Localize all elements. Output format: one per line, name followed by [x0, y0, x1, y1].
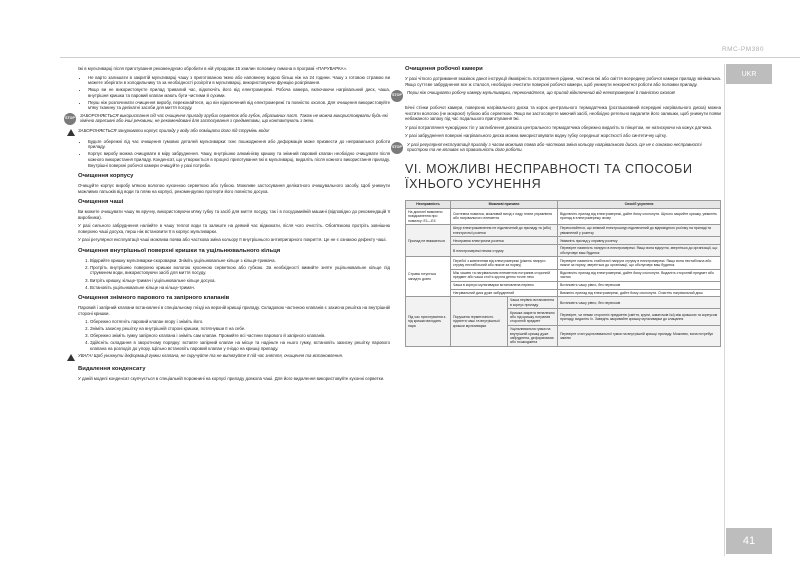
list-item: • Не варто залишати в закритій мультиварці чашу з приготованою їжею або наповнену водою більш ніж на 24 години. Чашу з готовою стравою ви можете зберігати в холодильнику та за необхідності розігріти в мультиварці, використовуючи функцію розігрівання. — [88, 75, 390, 86]
warning-block — [78, 128, 390, 136]
note-text: ЗАБОРОНЯЄТЬСЯ використання під час очищення приладу грубих серветок або губок, абразивних паст. Також не можна використовувати будь-які хімічно агресивні або інші речовини, не рекомендовані для застосування з предметами, що контактують з їжею. — [80, 112, 388, 124]
body-cleaning-text: Очищуйте корпус виробу м'якою вологою кухонною серветкою або губкою. Можливе застосування делікатного очищувального засобу. Щоб уникнути можливих патьоків від води та плям на корпусі, рекомендуємо протерти його повністю досуха. — [78, 183, 390, 194]
list-item: 1. Обережно потягніть паровий клапан вгору і зніміть його. — [90, 319, 390, 325]
intro-paragraph: їжі в мультиварці після приготування рекомендуємо обробити в ній упродовж 15 хвилин половину лимона в програмі «ПАРУВАРКА». — [78, 66, 348, 71]
table-cell: Переконайтеся, що знімний електрошнур підключений до відповідного роз'єму на приладі та увімкнений у розетку — [558, 225, 721, 237]
note-block — [392, 90, 721, 102]
table-cell: Нагрівальний диск дуже забруднений — [451, 289, 558, 297]
table-cell: Ущільнювальна гумка на внутрішній кришці дуже забруднена, деформована або пошкоджена — [508, 326, 558, 347]
warning-block — [78, 353, 390, 361]
table-cell: Встановіть чашу рівно, без перекосів — [558, 297, 721, 309]
table-cell: На дисплеї вимкнено повідомлення про помилку: E1—E4 — [406, 208, 451, 225]
table-row — [406, 237, 721, 245]
valve-text: Паровий і запірний клапани встановлені в спеціальному гнізді на верхній кришці приладу. Складовою частиною клапанів є захисна решітка на внутрішній стороні кришки. — [78, 305, 390, 316]
column-header: Спосіб усунення — [558, 200, 721, 208]
language-tab: UKR — [726, 64, 772, 84]
chamber-text-3: У разі потрапляння чужорідних тіл у заглиблення довкола центрального термодатчика обережно видаліть їх пінцетом, не натискуючи на кожух датчика. — [405, 124, 713, 130]
valve-steps — [78, 319, 390, 351]
bowl-text-2: У разі сильного забруднення наліийте в чашу теплої води та залиште на деякий час відмокати, після чого очистіть. Обов'язково протріть зовнішню поверхню чаші досуха, перш ніж встановити її в корпус мультиварки. — [78, 223, 390, 234]
header-rule — [60, 57, 800, 58]
table-row — [406, 269, 721, 281]
list-item: 2. Протріть внутрішню поверхню кришки вологою кухонною серветкою або губкою. За необхідності вимийте знятe ущільнювальне кільце під струменем води, використовуючи засіб для миття посуду. — [90, 265, 390, 276]
table-cell: Вимкніть прилад від електромережі, дайте йому охолонути. Очистіть нагрівальний диск — [558, 289, 721, 297]
stop-icon: STOP — [391, 90, 403, 102]
warning-icon — [67, 129, 75, 136]
margin-rule — [724, 64, 725, 556]
list-item: 4. Здійсніть складання в зворотному порядку: вставте запірний клапан на місце та надіньте на нього гумку, встановіть захисну решітку парового клапана на розподіл до упору. Щільно встановіть паровий клапан у гніздо на кришці приладу. — [90, 340, 390, 351]
table-cell: Системна помилка, можливий вихід з ладу плати управління або нагрівального елемента — [451, 208, 558, 225]
table-cell: Чаша нерівно встановлена в корпус приладу — [508, 297, 558, 309]
left-column — [65, 66, 390, 385]
table-cell: Чаша в корпусі мультиварки встановлена нерівно — [451, 281, 558, 289]
list-item: 4. Встановіть ущільнювальне кільце на кільце-тримач. — [90, 285, 390, 291]
list-item: • Перш ніж розпочинати очищення виробу, переконайтеся, що він відключений від електромережі та повністю охолов. Для очищення використовуйте м'яку тканину та делікатні засоби для миття посуду. — [88, 100, 390, 111]
list-item: 2. Зніміть захисну решітку на внутрішній стороні кришки, потягнувши її на себе. — [90, 326, 390, 332]
table-cell: Встановіть чашу рівно, без перекосів — [558, 281, 721, 289]
table-row — [406, 257, 721, 269]
section-title: VI. МОЖЛИВІ НЕСПРАВНОСТІ ТА СПОСОБИ ЇХНЬОГО УСУНЕННЯ — [405, 161, 693, 191]
column-header: Можливі причини — [451, 200, 558, 208]
heading-lid-cleaning: Очищення внутрішньої поверхні кришки та ущільнювального кільця — [78, 247, 281, 254]
table-cell: Перевірте наявність стабільної напруги струму в електромережі. Якщо вона нестабільна або нижче за норму, зверніться до організації, що обслуговує ваш будинок — [558, 257, 721, 269]
troubleshooting-table — [405, 200, 721, 347]
table-cell: В електромережі немає струму — [451, 245, 558, 257]
list-item: 3. Витріть кришку, кільце-тримач і ущільнювальне кільце досуха. — [90, 278, 390, 284]
table-row — [406, 245, 721, 257]
table-cell: Перевірте наявність напруги в електромережі. Якщо вона відсутня, зверніться до організації, що обслуговує ваш будинок — [558, 245, 721, 257]
list-item: 3. Обережно зніміть гумку запірного клапана і зніміть сам клапан. Промийте всі частини парового й запірного клапанів. — [90, 333, 390, 339]
bowl-text-3: У разі регулярної експлуатації чаші можлива поява або часткова зміна кольору її внутрішнього антипригарного покриття. Це не є ознакою дефекту чаші. — [78, 237, 387, 243]
list-item: • Якщо ви не використовуєте прилад тривалий час, відключіть його від електромережі. Робоча камера, включаючи нагрівальний диск, чаша, внутрішня кришка та паровий клапан мають бути чистими й сухими. — [88, 87, 390, 98]
note-block — [65, 112, 390, 125]
stop-icon: STOP — [391, 142, 403, 154]
table-cell: Відключіть прилад від електромережі, дайте йому охолонути. Видаліть сторонній предмет або частки — [558, 269, 721, 281]
page-number: 41 — [726, 528, 772, 554]
heading-condensate: Видалення конденсату — [78, 366, 146, 373]
heading-bowl-cleaning: Очищення чаші — [78, 199, 124, 206]
stop-icon: STOP — [64, 113, 76, 125]
table-cell: Страва готується занадто довго — [406, 257, 451, 297]
list-item: • Корпус виробу можна очищувати в міру забруднення. Чашу, внутрішню алюмінієву кришку та знімний паровий клапан необхідно очищувати після кожного використання приладу. Конденсат, що утворюється в процесі приготування їжі в мультиварці, видаліть після кожного використання приладу. Внутрішні поверхні робочої камери очищуйте у разі потреби. — [88, 151, 390, 168]
warning-text: УВАГА! Щоб уникнути деформації гумки клапана, не скручуйте та не витягуйте її під час зняття, очищення та встановлення. — [78, 353, 343, 359]
warning-icon — [67, 354, 75, 361]
table-row — [406, 225, 721, 237]
column-header: Несправність — [406, 200, 451, 208]
table-cell: Перевірте, чи немає сторонніх предметів (сміття, крупи, шматочків їжі) між кришкою та корпусом приладу, видаліть їх. Заведіть закривайте кришку мультиварки до клацання — [558, 309, 721, 326]
heading-body-cleaning: Очищення корпусу — [78, 173, 134, 180]
right-column — [392, 66, 721, 347]
table-cell: Увімкніть прилад у справну розетку — [558, 237, 721, 245]
bullet-list-2 — [78, 139, 390, 168]
table-cell: Перебої з живленням від електромережі (ріжень напруги струму нестабільний або нижче за норму) — [451, 257, 558, 269]
table-cell: Порушена герметичність підняття чаші та внутрішньої кришки мультиварки — [451, 297, 508, 347]
heading-valve-cleaning: Очищення знімного парового та запірного клапанів — [78, 295, 230, 302]
table-cell: Перевірте стан ущільнювальної гумки на внутрішній кришці приладу. Можливо, вона потребує заміни — [558, 326, 721, 347]
chamber-text-4: У разі забруднення поверхні нагрівального диска можна використовувати водну губку середньої жорсткості або синтетичну щітку. — [405, 133, 667, 139]
table-cell: Між чашею та нагрівальним елементом потрапив сторонній предмет або чаша стоїть кругла денно точне несс — [451, 269, 558, 281]
model-label: RMC-PM380 — [721, 46, 764, 53]
note-text: Перш ніж очищувати робочу камеру мультиварки, переконайтеся, що прилад відключений від електромережі й повністю охолов! — [407, 90, 676, 96]
heading-chamber-cleaning: Очищення робочої камери — [405, 66, 483, 72]
table-cell: Шнур електроживлення не підключений до приладу та (або) електричної розетки — [451, 225, 558, 237]
table-cell: Прилад не вмикається — [406, 225, 451, 257]
table-row — [406, 297, 721, 309]
bowl-text-1: Ви можете очищувати чашу як вручну, використовуючи м'яку губку та засіб для миття посуду, так і в посудомийній машині (відповідно до рекомендацій її виробника). — [78, 209, 390, 220]
table-header-row — [406, 200, 721, 208]
bullet-list-1 — [78, 75, 390, 111]
condensate-text: У даній моделі конденсат скупчується в спеціальній порожнині на корпусі приладу довкола чаші. Для його видалення використовуйте кухонні серветки. — [78, 376, 385, 382]
warning-text: ЗАБОРОНЯЄТЬСЯ занурювати корпус приладу у воду або поміщати його під струмінь води! — [78, 127, 270, 133]
table-cell: Несправна електрична розетка — [451, 237, 558, 245]
chamber-text-1: У разі чіткого дотримання вказівок даної інструкції ймовірність потрапляння рідини, частинок їжі або сміття всередину робочої камери приладу мінімальна. Якщо суттєве забруднення все ж сталося, необхідно очистити поверхні робочої камери, щоб уникнути некоректної роботи або поломки приладу. — [405, 76, 721, 87]
table-cell: Під час приготування з-під кришки виходить пара — [406, 297, 451, 347]
table-row — [406, 281, 721, 289]
note-text: У разі регулярної експлуатації приладу з часом можлива поява або часткова зміна кольору нагрівального диска. Це не є ознакою несправності пристрою та не впливає на правильність його роботи. — [407, 141, 702, 153]
table-row — [406, 208, 721, 225]
chamber-text-2: Бічні стінки робочої камери, поверхню нагрівального диска та корок центрального термодатчика (розташований всередині нагрівального диска) можна чистити вологою (не мокрою!) губкою або серветкою. Якщо ви застосовуєте миючий засіб, необхідно ретельно видалити його залишки, щоб уникнути появи небажаного запаху під час подальшого приготування їжі. — [405, 105, 721, 122]
list-item: 1. Відкрийте кришку мультиварки-скороварки. Зніміть ущільнювальне кільце з кільця-тримача. — [90, 258, 390, 264]
note-block — [392, 141, 721, 154]
lid-steps — [78, 258, 390, 290]
list-item: • Будьте обережні під час очищення гумових деталей мультиварки: їхнє пошкодження або деформація може призвести до неправильної роботи приладу. — [88, 139, 390, 150]
table-cell: Кришка закрита неналежно або під кришку потрапив сторонній предмет — [508, 309, 558, 326]
table-row — [406, 289, 721, 297]
table-cell: Відключіть прилад від електромережі, дайте йому охолонути. Щільно закрийте кришку, увімкніть прилад в електромережу знову — [558, 208, 721, 225]
